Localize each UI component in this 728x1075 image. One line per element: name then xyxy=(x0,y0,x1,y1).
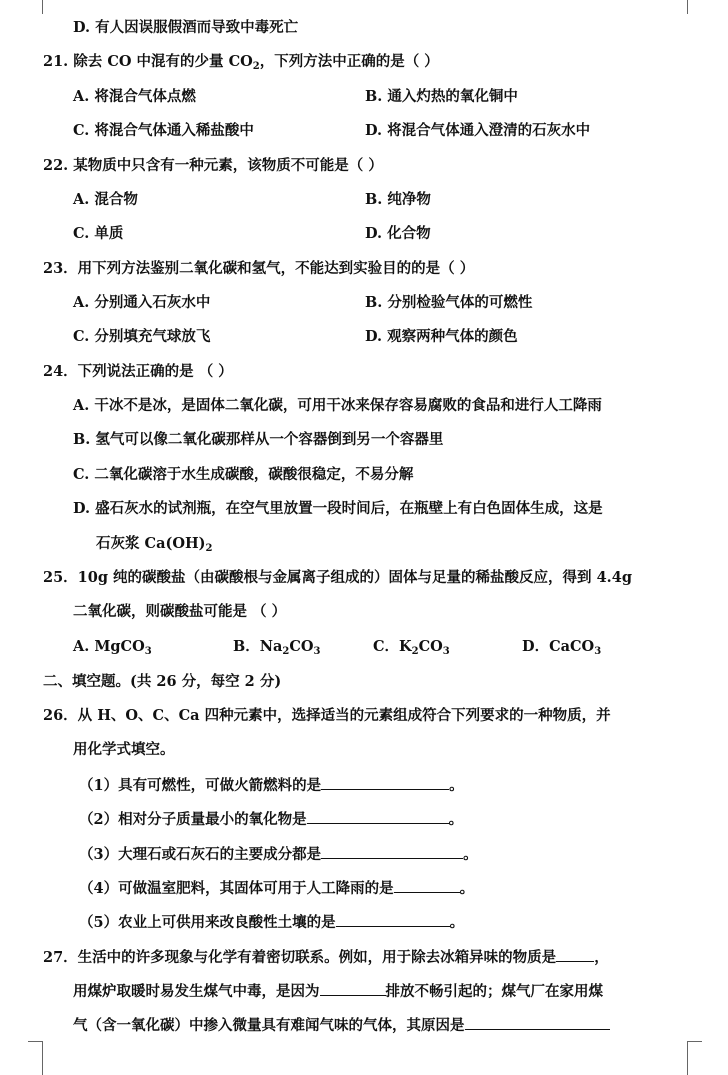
q26-item-3-text: （3）大理石或石灰石的主要成分都是 xyxy=(79,846,322,863)
q23-option-d: D. 观察两种气体的颜色 xyxy=(365,328,518,345)
q24-option-d-cont-text: 石灰浆 Ca(OH) xyxy=(96,535,206,552)
q27-line3 xyxy=(73,1014,610,1036)
q26-item-3-end: 。 xyxy=(463,846,478,863)
q25-option-c-text2: CO xyxy=(418,638,443,655)
q26-item-3 xyxy=(79,843,478,865)
q26-item-2 xyxy=(79,808,463,830)
q27-line2-end: 排放不畅引起的；煤气厂在家用煤 xyxy=(385,983,603,1000)
q25-option-b-sub1: 2 xyxy=(282,646,290,657)
q22-option-a: A. 混合物 xyxy=(73,191,138,208)
q27-line1-text: 27．生活中的许多现象与化学有着密切联系。例如，用于除去冰箱异味的物质是 xyxy=(43,949,557,966)
q27-line1 xyxy=(43,946,609,968)
q21-option-a: A. 将混合气体点燃 xyxy=(73,88,196,105)
q24-option-a: A. 干冰不是冰，是固体二氧化碳，可用干冰来保存容易腐败的食品和进行人工降雨 xyxy=(73,397,602,414)
q23-option-c: C. 分别填充气球放飞 xyxy=(73,328,211,345)
q21-subscript: 2 xyxy=(252,61,260,72)
answer-blank[interactable] xyxy=(465,1014,610,1030)
q24-option-b: B. 氢气可以像二氧化碳那样从一个容器倒到另一个容器里 xyxy=(73,431,444,448)
q22-stem: 22. 某物质中只含有一种元素，该物质不可能是（ ） xyxy=(43,157,383,174)
q22-option-d: D. 化合物 xyxy=(365,225,431,242)
q25-option-b xyxy=(233,637,321,657)
q26-item-1-end: 。 xyxy=(449,777,464,794)
crop-mark-bottom-left-v xyxy=(42,1041,43,1075)
q25-option-c-sub1: 2 xyxy=(411,646,419,657)
answer-blank[interactable] xyxy=(307,808,449,824)
q27-line2-text: 用煤炉取暖时易发生煤气中毒，是因为 xyxy=(73,983,320,1000)
q26-item-4-end: 。 xyxy=(459,880,475,897)
q23-option-b: B. 分别检验气体的可燃性 xyxy=(365,294,533,311)
q25-stem-line1: 25．10g 纯的碳酸盐（由碳酸根与金属离子组成的）固体与足量的稀盐酸反应，得到 4.4g xyxy=(43,569,632,586)
q21-stem-a: 21. 除去 CO 中混有的少量 CO xyxy=(43,53,253,70)
q26-item-5-text: （5）农业上可供用来改良酸性土壤的是 xyxy=(79,914,336,931)
q21-option-d: D. 将混合气体通入澄清的石灰水中 xyxy=(365,122,591,139)
q23-option-a: A. 分别通入石灰水中 xyxy=(73,294,211,311)
q24-stem: 24．下列说法正确的是 （ ） xyxy=(43,363,233,380)
q25-option-d xyxy=(522,637,601,657)
q25-option-a-sub: 3 xyxy=(144,646,152,657)
q24-option-d-cont-sub: 2 xyxy=(205,543,213,554)
q26-item-2-end: 。 xyxy=(448,811,464,828)
q21-option-c: C. 将混合气体通入稀盐酸中 xyxy=(73,122,254,139)
crop-mark-top-right-v xyxy=(687,0,688,14)
q26-item-5 xyxy=(79,911,464,933)
q26-item-1 xyxy=(79,774,464,796)
q26-item-4-text: （4）可做温室肥料，其固体可用于人工降雨的是 xyxy=(79,880,394,897)
q22-option-b: B. 纯净物 xyxy=(365,191,431,208)
answer-blank[interactable] xyxy=(556,946,594,962)
q22-option-c: C. 单质 xyxy=(73,225,124,242)
q26-item-4 xyxy=(79,877,474,899)
crop-mark-bottom-right-h xyxy=(687,1041,702,1042)
answer-blank[interactable] xyxy=(394,877,460,893)
crop-mark-top-left-v xyxy=(42,0,43,14)
q27-line1-end: ， xyxy=(594,949,609,966)
q25-option-c xyxy=(373,637,450,657)
q25-option-b-text2: CO xyxy=(289,638,314,655)
q25-option-d-sub: 3 xyxy=(594,646,602,657)
q26-stem-line1: 26．从 H、O、C、Ca 四种元素中，选择适当的元素组成符合下列要求的一种物质，并 xyxy=(43,707,611,724)
q24-option-d: D. 盛石灰水的试剂瓶，在空气里放置一段时间后，在瓶壁上有白色固体生成，这是 xyxy=(73,500,603,517)
q27-line3-text: 气（含一氧化碳）中掺入微量具有难闻气味的气体，其原因是 xyxy=(73,1017,465,1034)
q25-stem-line2: 二氧化碳，则碳酸盐可能是 （ ） xyxy=(73,603,287,620)
q25-option-d-text: D．CaCO xyxy=(522,638,595,655)
answer-blank[interactable] xyxy=(321,843,463,859)
q25-option-a-text: A. MgCO xyxy=(73,638,145,655)
q26-item-2-text: （2）相对分子质量最小的氧化物是 xyxy=(79,811,307,828)
answer-blank[interactable] xyxy=(320,980,386,996)
section-2-title: 二、填空题。(共 26 分，每空 2 分) xyxy=(43,673,282,690)
answer-blank[interactable] xyxy=(321,774,449,790)
q20-option-d: D. 有人因误服假酒而导致中毒死亡 xyxy=(73,19,299,36)
q26-item-1-text: （1）具有可燃性，可做火箭燃料的是 xyxy=(79,777,322,794)
answer-blank[interactable] xyxy=(336,911,450,927)
q25-option-b-text1: B．Na xyxy=(233,638,283,655)
q25-option-c-sub2: 3 xyxy=(442,646,450,657)
crop-mark-bottom-right-v xyxy=(687,1041,688,1075)
q24-option-c: C. 二氧化碳溶于水生成碳酸，碳酸很稳定，不易分解 xyxy=(73,466,414,483)
q26-item-5-end: 。 xyxy=(449,914,465,931)
q26-stem-line2: 用化学式填空。 xyxy=(73,741,175,758)
q25-option-b-sub2: 3 xyxy=(313,646,321,657)
q24-option-d-continued xyxy=(96,534,213,554)
crop-mark-bottom-left-h xyxy=(28,1041,43,1042)
q21-stem xyxy=(43,52,439,72)
q21-option-b: B. 通入灼热的氧化铜中 xyxy=(365,88,518,105)
q25-option-c-text1: C．K xyxy=(373,638,412,655)
q23-stem: 23．用下列方法鉴别二氧化碳和氢气，不能达到实验目的的是（ ） xyxy=(43,260,475,277)
q21-stem-b: ，下列方法中正确的是（ ） xyxy=(259,53,439,70)
q25-option-a xyxy=(73,637,152,657)
q27-line2 xyxy=(73,980,603,1002)
